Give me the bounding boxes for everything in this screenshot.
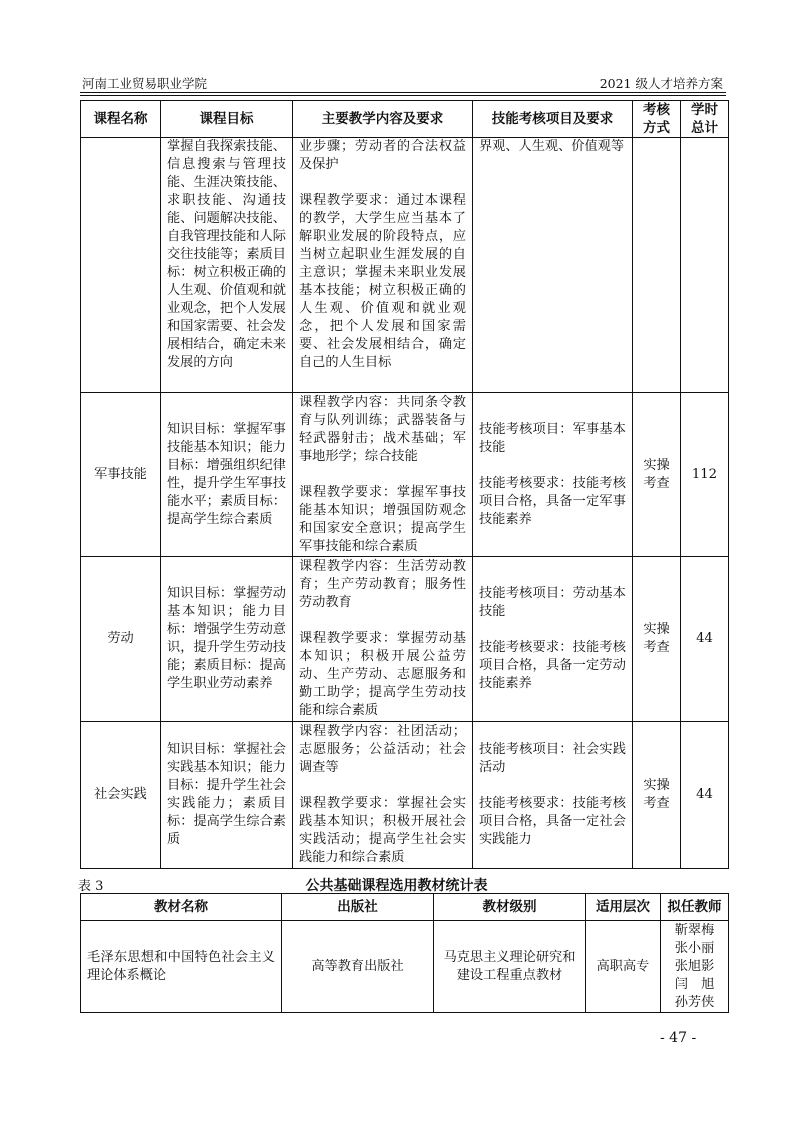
cell-skill xyxy=(473,138,633,393)
total-hours: 44 xyxy=(681,722,729,869)
content-paragraph: 业步骤；劳动者的合法权益及保护 xyxy=(299,139,466,172)
table-row xyxy=(81,393,729,557)
course-name: 社会实践 xyxy=(81,722,161,869)
table-row xyxy=(81,921,729,1013)
teacher-name: 张旭影 xyxy=(674,958,715,974)
header-rule xyxy=(80,92,726,93)
content-paragraph: 课程教学内容：共同条令教育与队列训练；武器装备与轻武器射击；战术基础；军事地形学；综合技能 xyxy=(299,394,466,464)
textbook-name xyxy=(81,921,282,1013)
column-header: 课程目标 xyxy=(161,101,293,138)
skill-paragraph: 技能考核项目：劳动基本技能 xyxy=(479,586,626,619)
content-paragraph: 课程教学要求：掌握劳动基本知识；积极开展公益劳动、生产劳动、志愿服务和勤工助学；提高学生劳动技能和综合素质 xyxy=(299,631,466,718)
column-header: 教材级别 xyxy=(434,894,586,921)
goal-paragraph: 知识目标：掌握劳动基本知识；能力目标：增强学生劳动意识，提升学生劳动技能；素质目标：提高学生职业劳动素养 xyxy=(167,586,286,691)
textbook-table xyxy=(80,893,729,1013)
applicable-level: 高职高专 xyxy=(586,921,661,1013)
teacher-name: 孙芳侠 xyxy=(674,994,715,1010)
table-label: 表 3 xyxy=(78,879,104,894)
skill-paragraph: 技能考核项目：社会实践活动 xyxy=(479,742,626,775)
cell-skill xyxy=(473,722,633,869)
teacher-name: 靳翠梅 xyxy=(674,922,715,938)
page-number: - 47 - xyxy=(660,1030,697,1046)
skill-paragraph: 技能考核项目：军事基本技能 xyxy=(479,421,626,455)
content-paragraph: 课程教学要求：掌握军事技能基本知识；增强国防观念和国家安全意识；提高学生军事技能和综合素质 xyxy=(299,484,466,554)
course-name: 军事技能 xyxy=(81,393,161,557)
column-header: 出版社 xyxy=(282,894,434,921)
cell-goal xyxy=(161,557,293,722)
skill-paragraph: 技能考核要求：技能考核项目合格，具备一定社会实践能力 xyxy=(479,796,626,847)
goal-paragraph: 知识目标：掌握社会实践基本知识；能力目标：提升学生社会实践能力；素质目标：提高学生综合素质 xyxy=(167,742,286,847)
course-name xyxy=(81,138,161,393)
skill-paragraph: 界观、人生观、价值观等 xyxy=(479,139,625,154)
skill-paragraph: 技能考核要求：技能考核项目合格，具备一定军事技能素养 xyxy=(479,475,626,527)
teacher-name: 张小丽 xyxy=(674,940,715,956)
cell-content xyxy=(293,393,473,557)
column-header: 拟任教师 xyxy=(661,894,729,921)
cell-content xyxy=(293,557,473,722)
cell-goal xyxy=(161,722,293,869)
cell-content xyxy=(293,138,473,393)
goal-paragraph: 知识目标：掌握军事技能基本知识；能力目标：增强组织纪律性，提升学生军事技能水平；素质目标：提高学生综合素质 xyxy=(167,421,286,527)
table-row xyxy=(81,557,729,722)
course-table-header xyxy=(81,101,729,138)
table-row xyxy=(81,138,729,393)
cell-content xyxy=(293,722,473,869)
assessment-method xyxy=(633,138,681,393)
cell-goal xyxy=(161,138,293,393)
assessment-method: 实操考查 xyxy=(633,393,681,557)
table-title: 公共基础课程选用教材统计表 xyxy=(305,878,488,894)
header-rule-thin xyxy=(80,95,726,96)
teacher-name: 闫 旭 xyxy=(674,976,715,992)
goal-paragraph: 掌握自我探索技能、信息搜索与管理技能、生涯决策技能、求职技能、沟通技能、问题解决技能、自我管理技能和人际交往技能等；素质目标：树立积极正确的人生观、价值观和就业观念，把个人发展和国家需要、社会发展相结合，确定未来发展的方向 xyxy=(167,139,286,370)
header-school-name: 河南工业贸易职业学院 xyxy=(82,76,208,91)
content-paragraph: 课程教学要求：掌握社会实践基本知识；积极开展社会实践活动；提高学生社会实践能力和综合素质 xyxy=(299,796,466,865)
course-name: 劳动 xyxy=(81,557,161,722)
textbook-table-header xyxy=(81,894,729,921)
assessment-method: 实操考查 xyxy=(633,557,681,722)
content-paragraph: 课程教学内容：生活劳动教育；生产劳动教育；服务性劳动教育 xyxy=(299,559,466,610)
column-header: 技能考核项目及要求 xyxy=(473,101,633,138)
column-header: 教材名称 xyxy=(81,894,282,921)
column-header: 主要教学内容及要求 xyxy=(293,101,473,138)
column-header: 适用层次 xyxy=(586,894,661,921)
total-hours: 44 xyxy=(681,557,729,722)
content-paragraph: 课程教学要求：通过本课程的教学，大学生应当基本了解职业发展的阶段特点，应当树立起职业生涯发展的自主意识；掌握未来职业发展基本技能；树立积极正确的人生观、价值观和就业观念，把个人发展和国家需要、社会发展相结合，确定自己的人生目标 xyxy=(299,193,466,370)
teachers xyxy=(661,921,729,1013)
textbook-name-text: 毛泽东思想和中国特色社会主义理论体系概论 xyxy=(87,949,275,983)
total-hours: 112 xyxy=(681,393,729,557)
content-paragraph: 课程教学内容：社团活动；志愿服务；公益活动；社会调查等 xyxy=(299,724,466,775)
column-header: 考核方式 xyxy=(633,101,681,138)
total-hours xyxy=(681,138,729,393)
table-row xyxy=(81,722,729,869)
cell-skill xyxy=(473,393,633,557)
skill-paragraph: 技能考核要求：技能考核项目合格，具备一定劳动技能素养 xyxy=(479,640,626,691)
textbook-level: 马克思主义理论研究和建设工程重点教材 xyxy=(434,921,586,1013)
assessment-method: 实操考查 xyxy=(633,722,681,869)
publisher: 高等教育出版社 xyxy=(282,921,434,1013)
header-doc-title: 2021 级人才培养方案 xyxy=(599,76,723,91)
course-table xyxy=(80,100,729,869)
column-header: 学时总计 xyxy=(681,101,729,138)
cell-skill xyxy=(473,557,633,722)
column-header: 课程名称 xyxy=(81,101,161,138)
cell-goal xyxy=(161,393,293,557)
